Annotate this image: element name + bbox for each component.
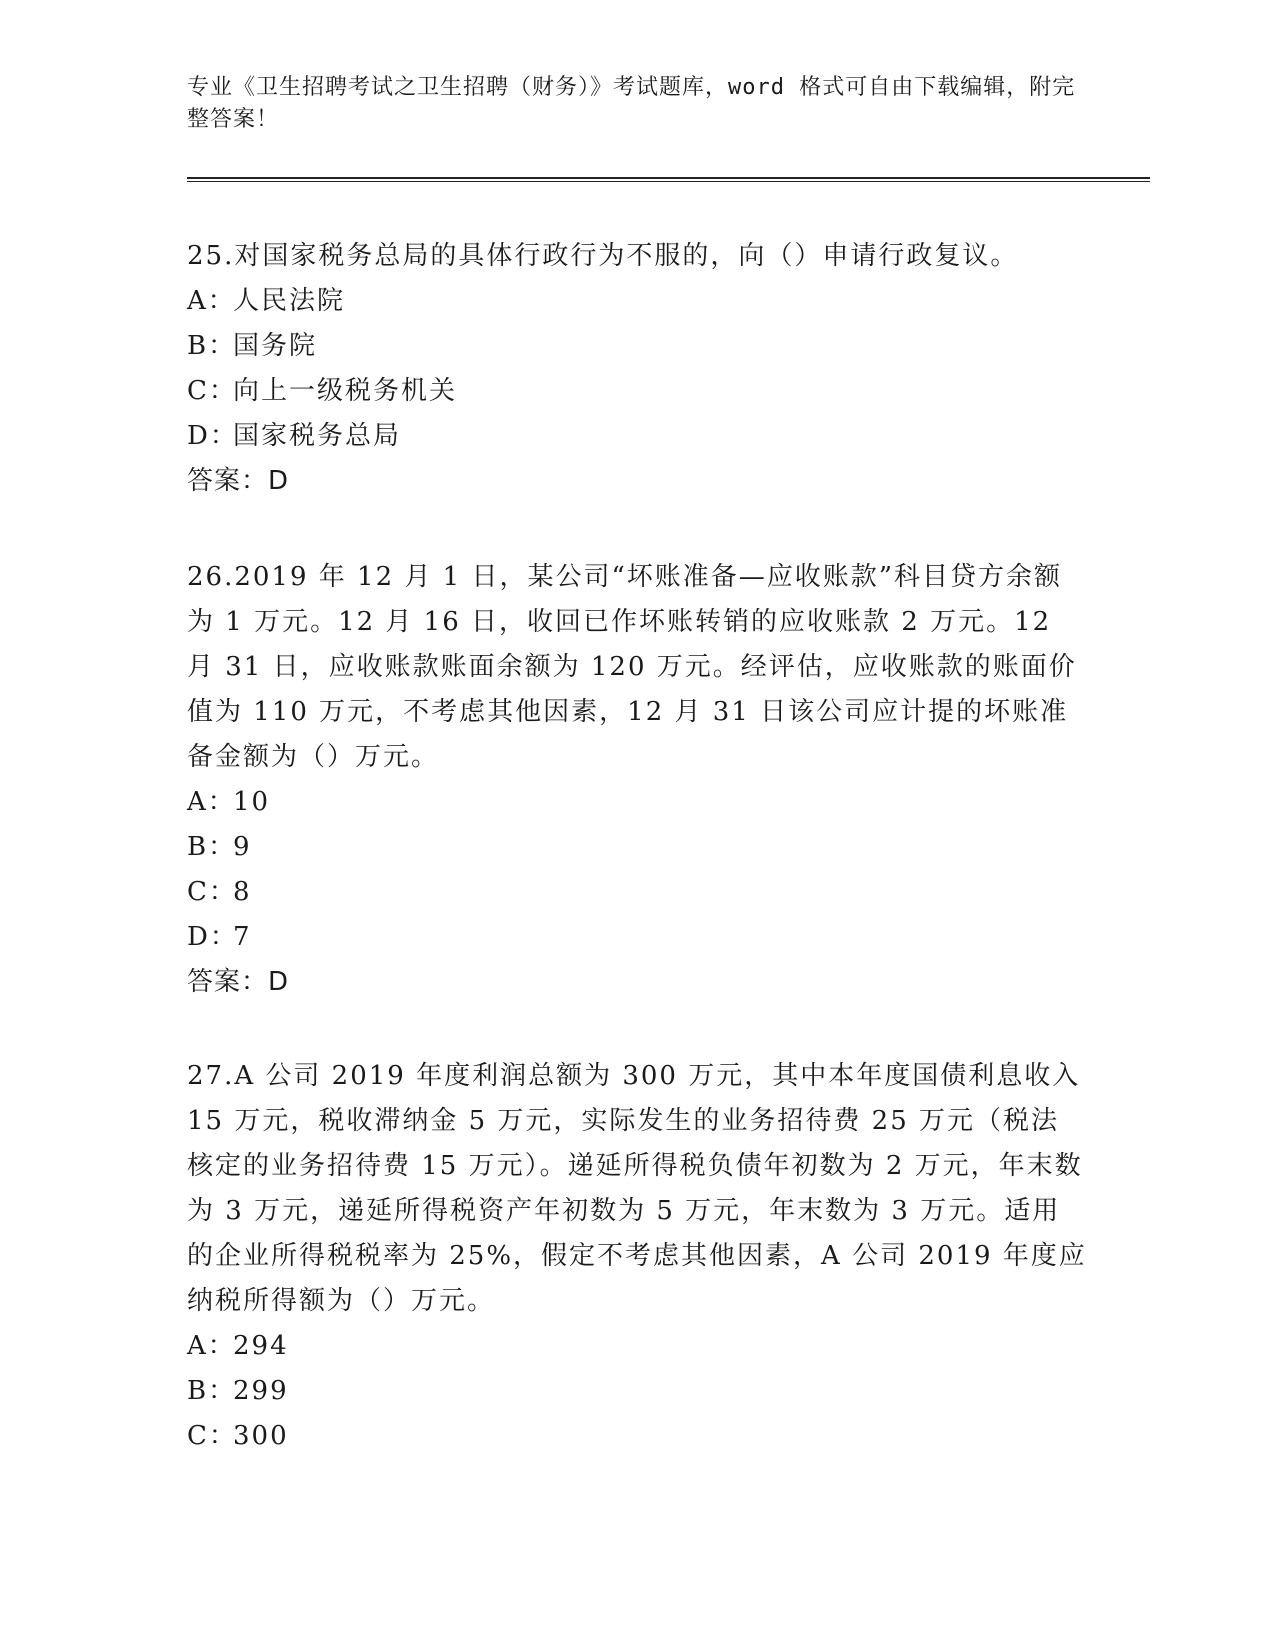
- option-text: 国家税务总局: [233, 421, 402, 451]
- question-25: [187, 234, 1087, 504]
- option-key: B：: [187, 832, 237, 862]
- header-divider: [187, 177, 1150, 182]
- option-b: [187, 1369, 1087, 1414]
- option-text: 294: [233, 1331, 289, 1361]
- document-header: 专业《卫生招聘考试之卫生招聘（财务）》考试题库，word 格式可自由下载编辑，附完整答案！: [187, 75, 1076, 132]
- option-b: [187, 324, 1087, 369]
- option-text: 人民法院: [233, 286, 346, 316]
- option-c: [187, 1414, 1087, 1459]
- question-27: [187, 1054, 1087, 1459]
- option-text: 299: [233, 1376, 289, 1406]
- option-key: D：: [187, 421, 238, 451]
- option-key: C：: [187, 877, 237, 907]
- option-key: C：: [187, 1421, 237, 1451]
- option-text: 9: [233, 832, 252, 862]
- option-text: 300: [233, 1421, 289, 1451]
- answer-line: 答案：D: [187, 967, 290, 997]
- option-key: B：: [187, 1376, 237, 1406]
- option-a: [187, 279, 1087, 324]
- option-key: A：: [187, 1331, 236, 1361]
- option-key: A：: [187, 787, 236, 817]
- answer-line: 答案：D: [187, 466, 290, 496]
- option-key: D：: [187, 922, 238, 952]
- option-text: 8: [233, 877, 252, 907]
- option-key: B：: [187, 331, 237, 361]
- option-key: C：: [187, 376, 237, 406]
- question-stem: 27.A 公司 2019 年度利润总额为 300 万元，其中本年度国债利息收入 15 万元，税收滞纳金 5 万元，实际发生的业务招待费 25 万元（税法核定的业务招待费 15 万元）。递延所得税负债年初数为 2 万元，年末数为 3 万元，递延所得税资产年初数为 5 万元，年末数为 3 万元。适用的企业所得税税率为 25%，假定不考虑其他因素，A 公司 2019 年度应纳税所得额为（）万元。: [187, 1061, 1087, 1316]
- option-key: A：: [187, 286, 236, 316]
- question-26: [187, 555, 1087, 1005]
- option-d: [187, 915, 1087, 960]
- option-text: 国务院: [233, 331, 318, 361]
- question-stem: 25.对国家税务总局的具体行政行为不服的，向（）申请行政复议。: [187, 241, 1019, 271]
- option-b: [187, 825, 1087, 870]
- option-d: [187, 414, 1087, 459]
- option-a: [187, 780, 1087, 825]
- option-text: 10: [233, 787, 271, 817]
- option-text: 7: [233, 922, 252, 952]
- option-text: 向上一级税务机关: [233, 376, 458, 406]
- option-a: [187, 1324, 1087, 1369]
- question-stem: 26.2019 年 12 月 1 日，某公司“坏账准备—应收账款”科目贷方余额为 1 万元。12 月 16 日，收回已作坏账转销的应收账款 2 万元。12 月 31 日，应收账款账面余额为 120 万元。经评估，应收账款的账面价值为 110 万元，不考虑其他因素，12 月 31 日该公司应计提的坏账准备金额为（）万元。: [187, 562, 1077, 772]
- option-c: [187, 870, 1087, 915]
- option-c: [187, 369, 1087, 414]
